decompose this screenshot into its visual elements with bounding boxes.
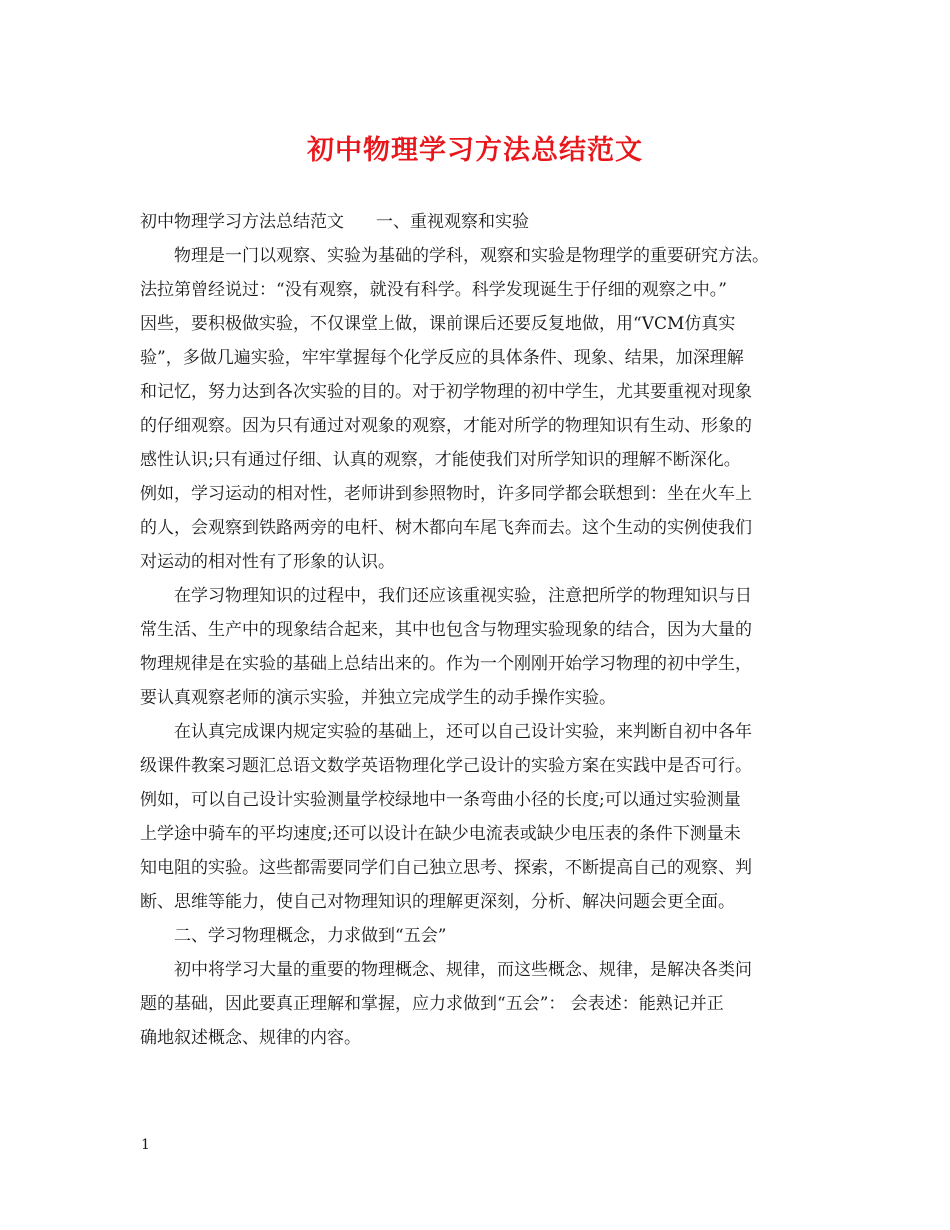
document-subtitle: 初中物理学习方法总结范文 (140, 212, 344, 232)
body-line: 上学途中骑车的平均速度;还可以设计在缺少电流表或缺少电压表的条件下测量未 (140, 824, 741, 844)
body-line: 对运动的相对性有了形象的认识。 (140, 552, 395, 572)
page-number: 1 (141, 1137, 150, 1153)
body-line: 断、思维等能力，使自己对物理知识的理解更深刻，分析、解决问题会更全面。 (140, 892, 735, 912)
body-line: 物理规律是在实验的基础上总结出来的。作为一个刚刚开始学习物理的初中学生， (140, 654, 752, 674)
body-line: 要认真观察老师的演示实验，并独立完成学生的动手操作实验。 (140, 688, 616, 708)
body-line: 在认真完成课内规定实验的基础上，还可以自己设计实验，来判断自初中各年 (174, 722, 752, 742)
body-line: 的人，会观察到铁路两旁的电杆、树木都向车尾飞奔而去。这个生动的实例使我们 (140, 518, 752, 538)
body-line: 法拉第曾经说过：“没有观察，就没有科学。科学发现诞生于仔细的观察之中。” (140, 280, 727, 300)
body-line: 题的基础，因此要真正理解和掌握，应力求做到“五会”： 会表述：能熟记并正 (140, 994, 724, 1014)
body-line: 验”，多做几遍实验，牢牢掌握每个化学反应的具体条件、现象、结果，加深理解 (140, 348, 744, 368)
body-line: 级课件教案习题汇总语文数学英语物理化学己设计的实验方案在实践中是否可行。 (140, 756, 752, 776)
document-body (140, 205, 840, 1055)
section-heading: 一、重视观察和实验 (376, 212, 529, 232)
body-line: 初中将学习大量的重要的物理概念、规律，而这些概念、规律，是解决各类问 (174, 960, 752, 980)
document-title: 初中物理学习方法总结范文 (307, 135, 643, 166)
body-line: 的仔细观察。因为只有通过对观象的观察，才能对所学的物理知识有生动、形象的 (140, 416, 752, 436)
body-line: 物理是一门以观察、实验为基础的学科，观察和实验是物理学的重要研究方法。 (174, 246, 769, 266)
body-line: 知电阻的实验。这些都需要同学们自己独立思考、探索，不断提高自己的观察、判 (140, 858, 752, 878)
section-heading: 二、学习物理概念，力求做到“五会” (174, 926, 447, 946)
body-line (140, 205, 840, 239)
body-line: 确地叙述概念、规律的内容。 (140, 1028, 361, 1048)
body-line: 因些，要积极做实验，不仅课堂上做，课前课后还要反复地做，用“VCM仿真实 (140, 314, 736, 334)
body-line: 例如，学习运动的相对性，老师讲到参照物时，许多同学都会联想到：坐在火车上 (140, 484, 752, 504)
body-line: 例如，可以自己设计实验测量学校绿地中一条弯曲小径的长度;可以通过实验测量 (140, 790, 741, 810)
body-line: 感性认识;只有通过仔细、认真的观察，才能使我们对所学知识的理解不断深化。 (140, 450, 741, 470)
body-line: 常生活、生产中的现象结合起来，其中也包含与物理实验现象的结合，因为大量的 (140, 620, 752, 640)
body-line: 在学习物理知识的过程中，我们还应该重视实验，注意把所学的物理知识与日 (174, 586, 752, 606)
body-line: 和记忆，努力达到各次实验的目的。对于初学物理的初中学生，尤其要重视对现象 (140, 382, 752, 402)
